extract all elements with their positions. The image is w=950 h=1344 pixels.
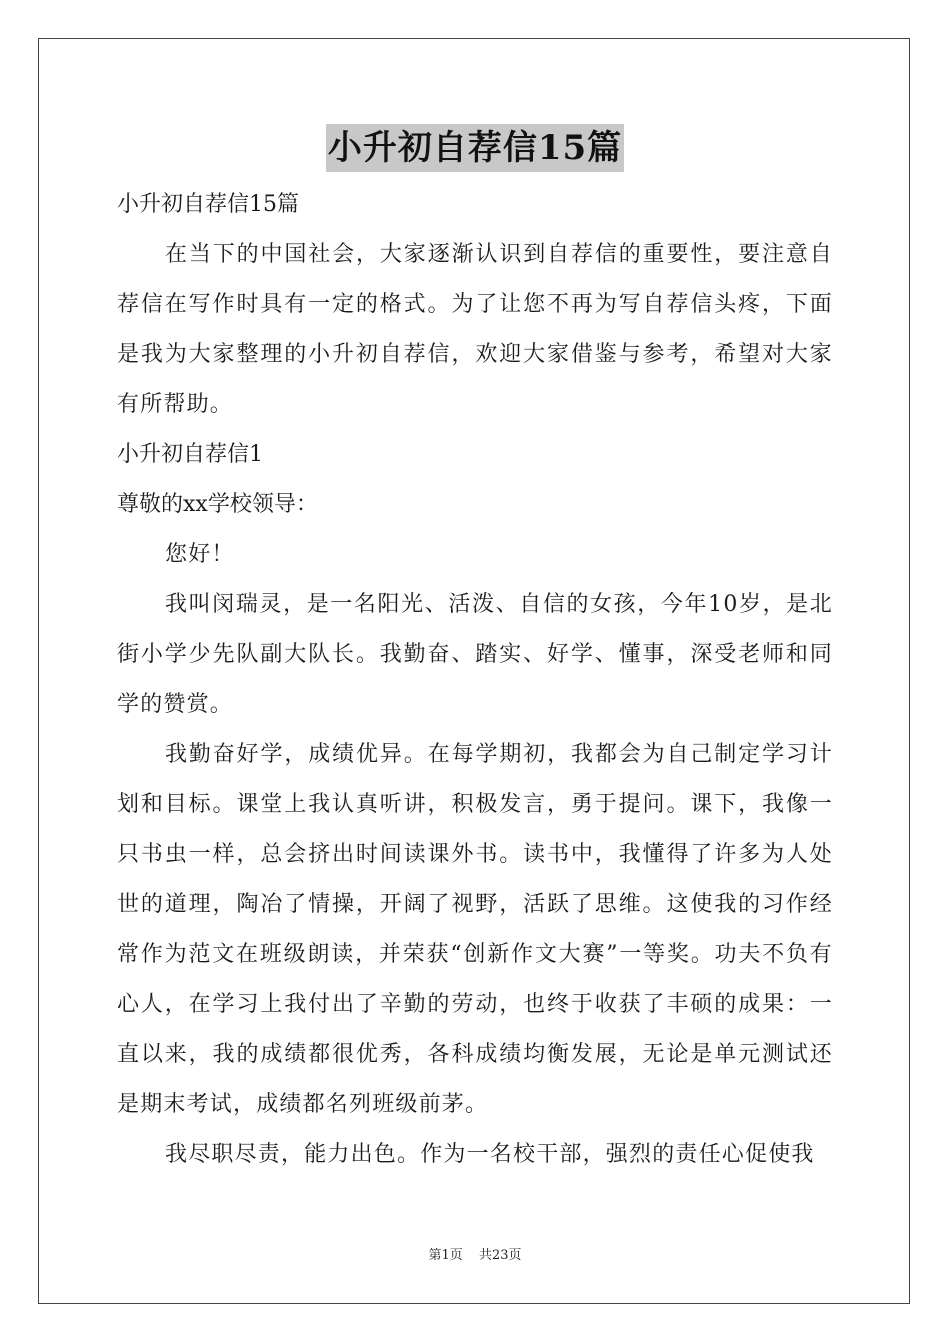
document-title: 小升初自荐信15篇 [326,124,624,172]
page-footer [0,1244,950,1263]
intro-paragraph: 在当下的中国社会，大家逐渐认识到自荐信的重要性，要注意自荐信在写作时具有一定的格式。为了让您不再为写自荐信头疼，下面是我为大家整理的小升初自荐信，欢迎大家借鉴与参考，希望对大家有所帮助。 [117,242,833,417]
salutation: 尊敬的xx学校领导： [117,492,318,517]
page-total: 共23页 [478,1248,522,1263]
body-paragraph: 我尽职尽责，能力出色。作为一名校干部，强烈的责任心促使我 [165,1142,815,1167]
greeting: 您好！ [165,542,235,567]
section-heading: 小升初自荐信1 [117,442,263,467]
title-container [0,124,950,172]
document-body [117,180,833,1180]
body-paragraph: 我勤奋好学，成绩优异。在每学期初，我都会为自己制定学习计划和目标。课堂上我认真听讲，积极发言，勇于提问。课下，我像一只书虫一样，总会挤出时间读课外书。读书中，我懂得了许多为人处世的道理，陶冶了情操，开阔了视野，活跃了思维。这使我的习作经常作为范文在班级朗读，并荣获“创新作文大赛”一等奖。功夫不负有心人，在学习上我付出了辛勤的劳动，也终于收获了丰硕的成果：一直以来，我的成绩都很优秀，各科成绩均衡发展，无论是单元测试还是期末考试，成绩都名列班级前茅。 [117,742,833,1117]
document-subtitle: 小升初自荐信15篇 [117,192,299,217]
page-number: 第1页 [428,1248,463,1263]
body-paragraph: 我叫闵瑞灵，是一名阳光、活泼、自信的女孩，今年10岁，是北街小学少先队副大队长。我勤奋、踏实、好学、懂事，深受老师和同学的赞赏。 [117,592,833,717]
